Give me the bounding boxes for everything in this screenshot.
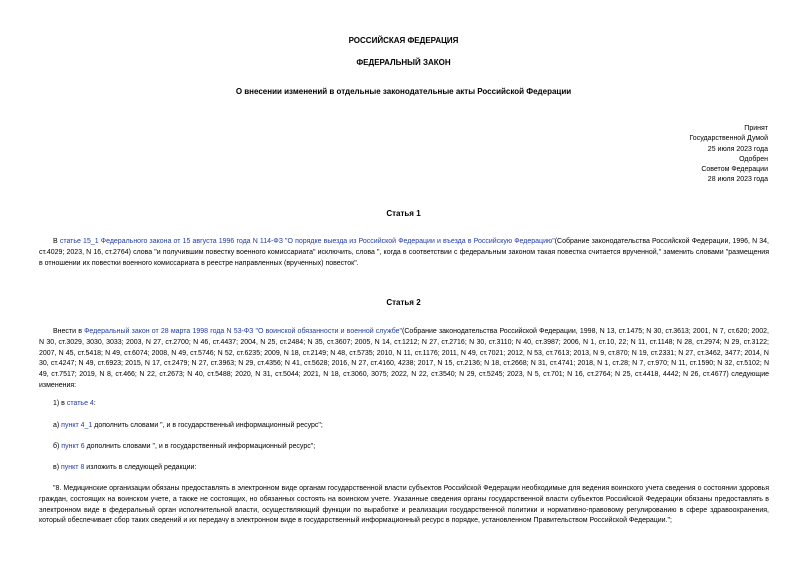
adopted-by: Государственной Думой [689, 135, 768, 143]
item-a-link[interactable]: пункт 4_1 [61, 422, 93, 429]
article-2-text: (Собрание законодательства Российской Федерации, 1998, N 13, ст.1475; N 30, ст.3613; 2001, N 7, ст.620; 2002, N 30, ст.3029, 3030, 3033; 2003, N 27, ст.2700; N 46, ст.4437; 2004, N 25, ст.2484; N 35, ст.3607; 2005, N 14, ст.1212; N 27, ст.2716; N 30, ст.3110; N 40, ст.3987; 2006, N 1, ст.10, 22; N 11, ст.1148; N 28, ст.2974; N 29, ст.3122; 2007, N 45, ст.5418; N 49, ст.6074; 2008, N 49, ст.5746; N 52, ст.6235; 2009, N 18, ст.2149; N 48, ст.5735; 2010, N 11, ст.1176; 2011, N 49, ст.7021; 2012, N 53, ст.7613; 2013, N 9, ст.870; N 19, ст.2331; N 27, ст.3462, 3477; 2014, N 30, ст.4247; N 49, ст.6923; 2015, N 17, ст.2479; N 27, ст.3963; N 29, ст.4356; N 41, ст.5628; 2016, N 27, ст.4160, 4238; 2017, N 15, ст.2136; N 18, ст.2668; N 31, ст.4741; 2018, N 1, ст.28; N 7, ст.970; N 11, ст.1590; N 32, ст.5102; N 49, ст.7517; 2019, N 8, ст.466; N 22, ст.2673; N 40, ст.5488; 2020, N 31, ст.5044; 2021, N 18, ст.3060, 3075; 2022, N 22, ст.3540; N 29, ст.5245; 2023, N 5, ст.701; N 16, ст.2764; N 25, ст.4418, 4442; N 26, ст.4677) следующие изменения: [39, 328, 769, 389]
item-b [53, 442, 783, 452]
approved-by: Советом Федерации [701, 166, 768, 174]
item-c [53, 463, 783, 473]
item-1-suffix: : [93, 400, 96, 407]
item-1-prefix: 1) в [53, 400, 67, 407]
adopted-label: Принят [744, 125, 768, 132]
adoption-block [689, 124, 768, 186]
item-c-suffix: изложить в следующей редакции: [84, 464, 197, 471]
item-a [53, 421, 783, 431]
article-1-law-link[interactable]: статье 15_1 Федерального закона от 15 августа 1996 года N 114-ФЗ "О порядке выезда из Российской Федерации и въезда в Российскую Федерацию" [59, 238, 555, 245]
adopted-date: 25 июля 2023 года [707, 145, 768, 153]
item-b-suffix: дополнить словами ", и в государственный информационный ресурс"; [84, 443, 316, 450]
quoted-new-text: "8. Медицинские организации обязаны предоставлять в электронном виде органам государственной власти субъектов Российской Федерации необходимые для ведения воинского учета сведения о состоянии здоровья граждан, состоящих на воинском учете, а также не состоящих, но обязанных состоять на воинском учете. Указанные сведения органы государственной власти субъектов Российской Федерации обязаны предоставлять в электронном виде в федеральный орган исполнительной власти, осуществляющий функции по выработке и реализации государственной политики и нормативно-правовому регулированию в сфере здравоохранения, который обеспечивает сбор таких сведений и их передачу в электронном виде в государственный информационный ресурс в порядке, установленном Правительством Российской Федерации."; [39, 485, 769, 525]
item-b-prefix: б) [53, 443, 62, 450]
item-1-link[interactable]: статье 4 [66, 400, 94, 407]
article-1-paragraph [39, 237, 769, 269]
item-c-prefix: в) [53, 464, 61, 471]
item-a-prefix: а) [53, 422, 62, 429]
article-1-lead: В [53, 238, 60, 245]
item-c-link[interactable]: пункт 8 [61, 464, 85, 471]
approved-date: 28 июля 2023 года [707, 176, 768, 184]
law-title: О внесении изменений в отдельные законодательные акты Российской Федерации [235, 87, 572, 96]
article-2-lead: Внести в [53, 328, 85, 335]
item-a-suffix: дополнить словами ", и в государственный информационный ресурс"; [92, 422, 323, 429]
item-1 [53, 399, 783, 409]
article-2-paragraph [39, 327, 769, 392]
article-2-heading: Статья 2 [386, 298, 421, 307]
approved-label: Одобрен [739, 155, 768, 163]
article-1-text: (Собрание законодательства Российской Федерации, 1996, N 34, ст.4029; 2023, N 16, ст.2764) слова "и получившим повестку военного комиссариата" исключить, слова ", когда в соответствии с федеральным законом такая повестка считается врученной," заменить словами "размещения в отношении их повестки военного комиссариата в реестре направленных (врученных) повесток". [39, 238, 769, 267]
doc-type-heading: ФЕДЕРАЛЬНЫЙ ЗАКОН [356, 58, 451, 67]
country-heading: РОССИЙСКАЯ ФЕДЕРАЦИЯ [348, 36, 459, 45]
article-1-heading: Статья 1 [386, 209, 421, 218]
article-2-law-link[interactable]: Федеральный закон от 28 марта 1998 года N 53-ФЗ "О воинской обязанности и военной службе" [84, 328, 403, 335]
item-b-link[interactable]: пункт 6 [61, 443, 85, 450]
